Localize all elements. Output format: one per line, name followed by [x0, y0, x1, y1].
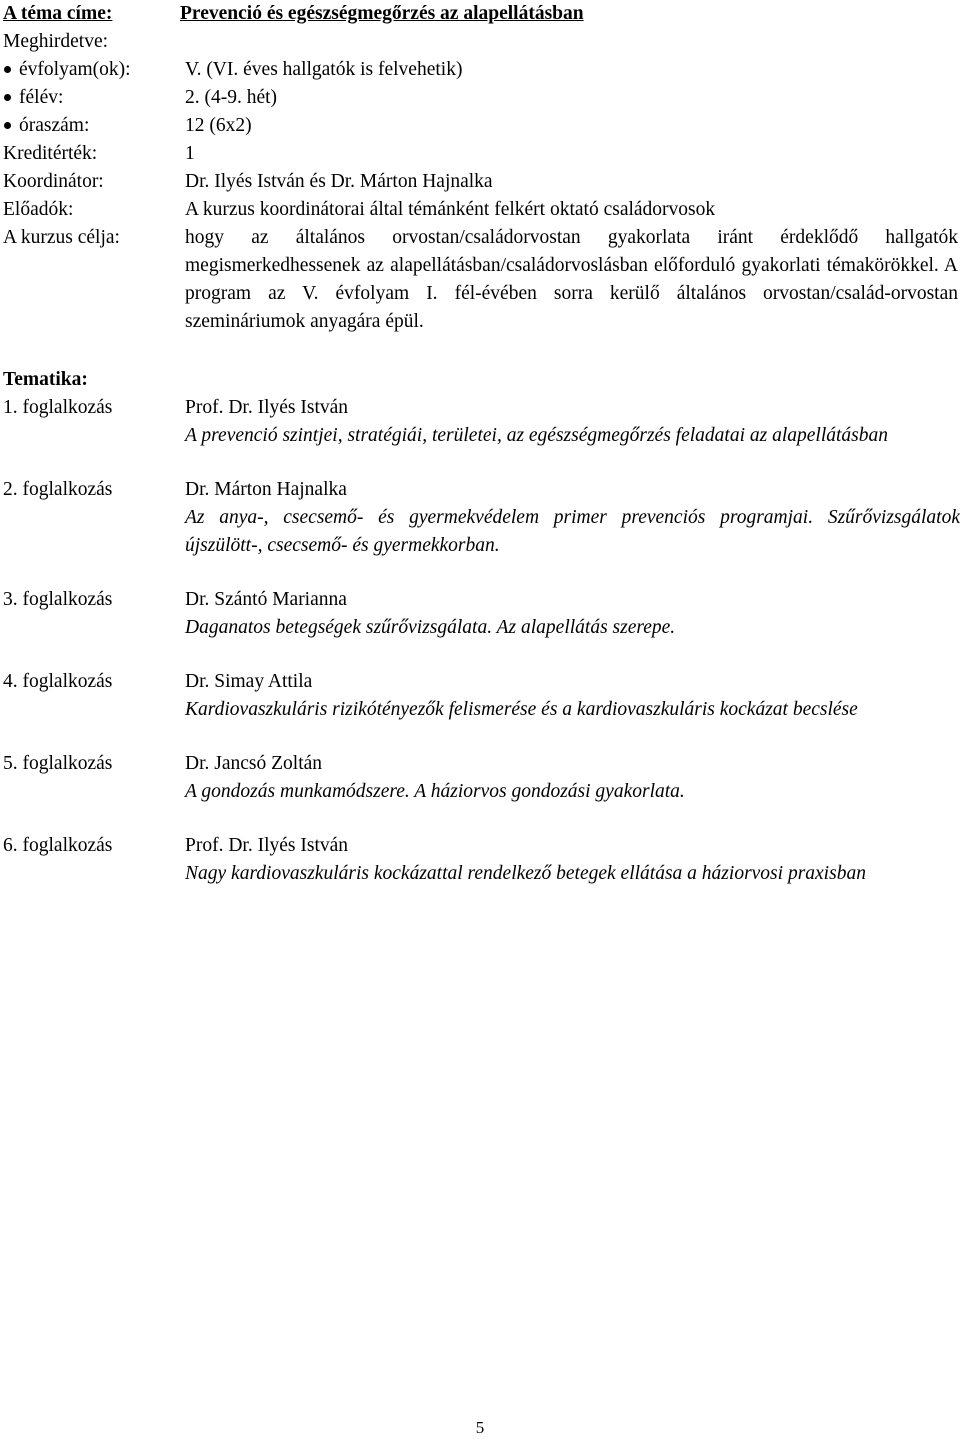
goal-block	[3, 224, 958, 336]
session-1-head	[3, 394, 958, 422]
credit-row	[3, 140, 958, 168]
session-number: 3. foglalkozás	[3, 589, 113, 610]
announced-row	[3, 28, 958, 56]
bullet-icon	[4, 94, 11, 101]
session-topic: A gondozás munkamódszere. A háziorvos gondozási gyakorlata.	[185, 781, 685, 802]
page-number: 5	[475, 1418, 485, 1437]
session-4-head	[3, 668, 958, 696]
year-row	[3, 56, 958, 84]
coordinator-label: Koordinátor:	[3, 171, 104, 192]
tematika-heading: Tematika:	[3, 369, 88, 390]
session-number: 4. foglalkozás	[3, 671, 113, 692]
year-value: V. (VI. éves hallgatók is felvehetik)	[185, 59, 463, 80]
session-lecturer: Dr. Szántó Marianna	[185, 589, 347, 610]
session-lecturer: Dr. Simay Attila	[185, 671, 313, 692]
year-label: évfolyam(ok):	[19, 59, 131, 80]
session-lecturer: Prof. Dr. Ilyés István	[185, 397, 349, 418]
hours-value: 12 (6x2)	[185, 115, 252, 136]
session-lecturer: Dr. Jancsó Zoltán	[185, 753, 323, 774]
semester-row	[3, 84, 958, 112]
session-topic: Az anya-, csecsemő- és gyermekvédelem primer prevenciós programjai. Szűrővizsgálatok újszülött-, csecsemő- és gyermekkorban.	[185, 507, 960, 556]
lecturers-row	[3, 196, 958, 224]
hours-row	[3, 112, 958, 140]
lecturers-value: A kurzus koordinátorai által témánként felkért oktató családorvosok	[185, 199, 716, 220]
bullet-icon	[4, 66, 11, 73]
session-number: 1. foglalkozás	[3, 397, 113, 418]
session-topic: A prevenció szintjei, stratégiái, területei, az egészségmegőrzés feladatai az alapellátásban	[185, 425, 888, 446]
session-number: 2. foglalkozás	[3, 479, 113, 500]
document-page	[3, 0, 958, 888]
session-lecturer: Dr. Márton Hajnalka	[185, 479, 347, 500]
coordinator-row	[3, 168, 958, 196]
session-lecturer: Prof. Dr. Ilyés István	[185, 835, 349, 856]
goal-label: A kurzus célja:	[3, 227, 120, 248]
semester-value: 2. (4-9. hét)	[185, 87, 278, 108]
course-title-row	[3, 0, 958, 28]
goal-value: hogy az általános orvostan/családorvostan gyakorlata iránt érdeklődő hallgatók megismerkedhessenek az alapellátásban/családorvoslásban előforduló gyakorlati témakörökkel. A program az V. évfolyam I. fél-évében sorra kerülő általános orvostan/család-orvostan szemináriumok anyagára épül.	[185, 227, 958, 332]
credit-value: 1	[185, 143, 195, 164]
session-6-head	[3, 832, 958, 860]
session-3-head	[3, 586, 958, 614]
semester-label: félév:	[19, 87, 64, 108]
course-title: Prevenció és egészségmegőrzés az alapellátásban	[180, 3, 584, 24]
credit-label: Kreditérték:	[3, 143, 98, 164]
session-5-head	[3, 750, 958, 778]
bullet-icon	[4, 122, 11, 129]
session-topic: Nagy kardiovaszkuláris kockázattal rendelkező betegek ellátása a háziorvosi praxisban	[185, 863, 866, 884]
lecturers-label: Előadók:	[3, 199, 74, 220]
session-number: 5. foglalkozás	[3, 753, 113, 774]
announced-label: Meghirdetve:	[3, 31, 109, 52]
session-topic: Daganatos betegségek szűrővizsgálata. Az alapellátás szerepe.	[185, 617, 676, 638]
session-topic: Kardiovaszkuláris rizikótényezők felismerése és a kardiovaszkuláris kockázat becslése	[185, 699, 858, 720]
course-title-label: A téma címe:	[3, 3, 113, 24]
session-number: 6. foglalkozás	[3, 835, 113, 856]
coordinator-value: Dr. Ilyés István és Dr. Márton Hajnalka	[185, 171, 493, 192]
hours-label: óraszám:	[19, 115, 90, 136]
session-2-head	[3, 476, 958, 504]
